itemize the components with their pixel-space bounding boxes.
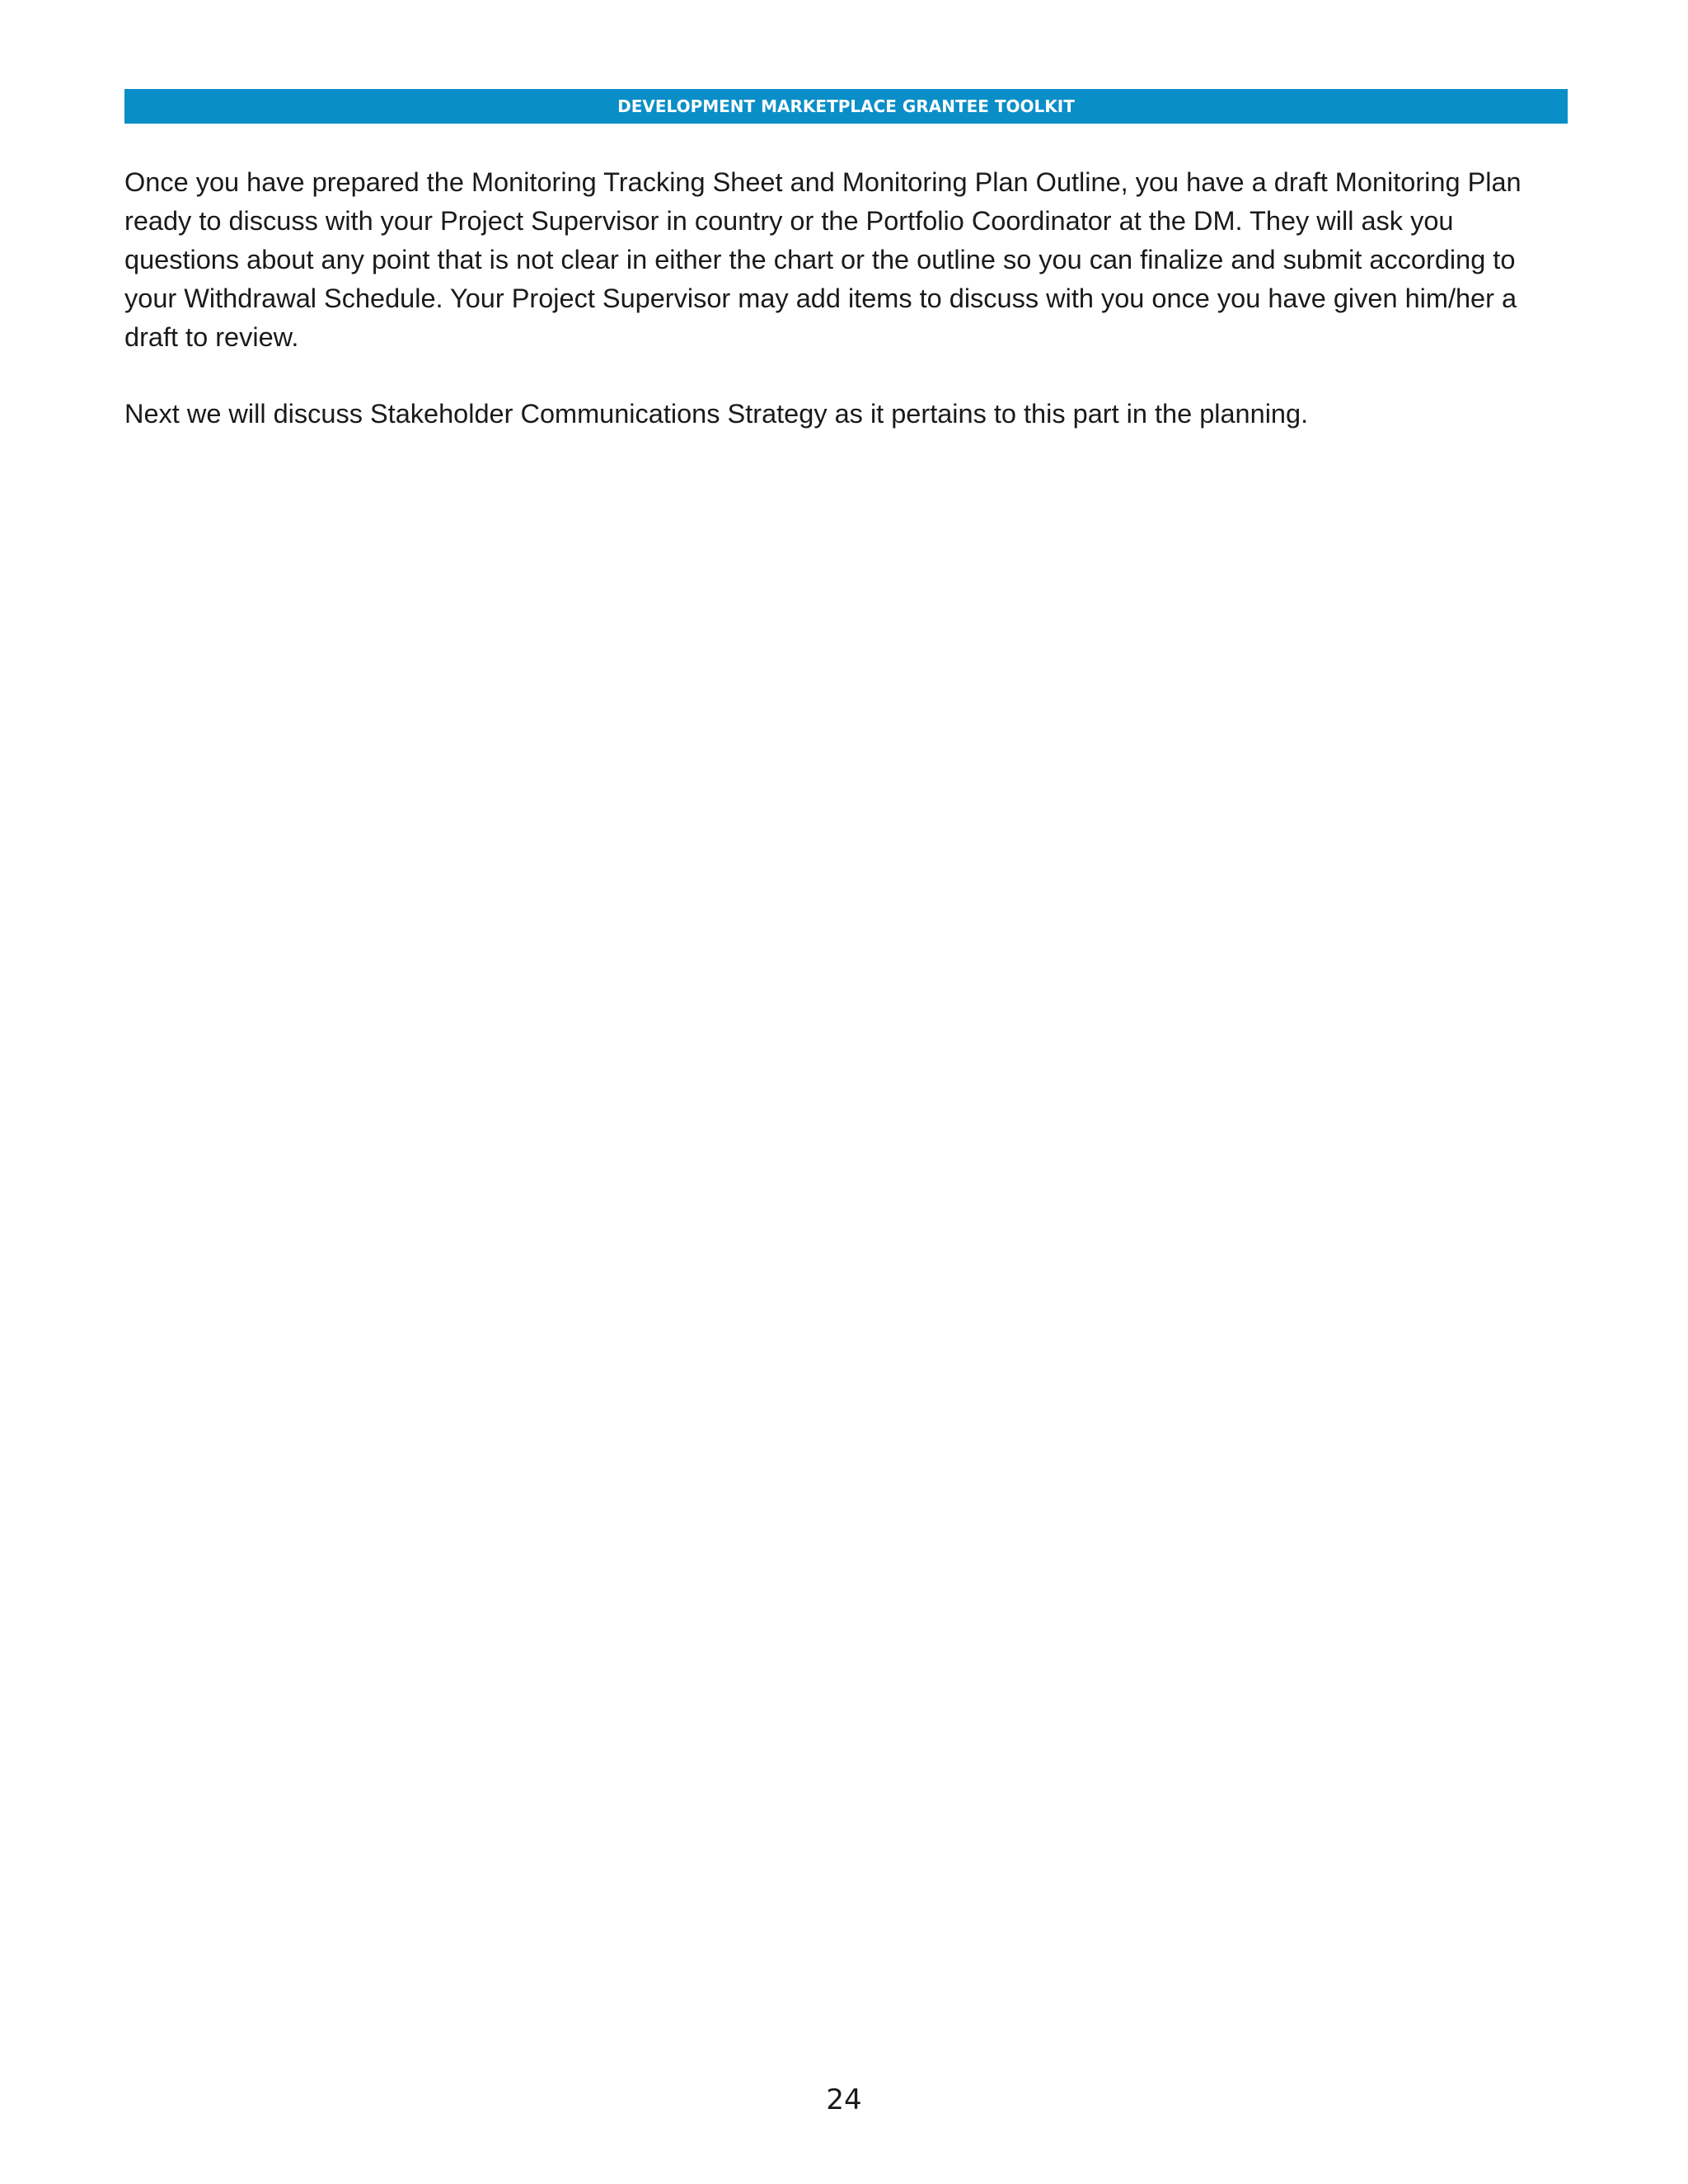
body-paragraph: Next we will discuss Stakeholder Communications Strategy as it pertains to this part in the planning. bbox=[124, 399, 1309, 429]
header-title: DEVELOPMENT MARKETPLACE GRANTEE TOOLKIT bbox=[617, 96, 1075, 116]
main-content bbox=[124, 163, 1568, 471]
body-paragraph: Once you have prepared the Monitoring Tracking Sheet and Monitoring Plan Outline, you have a draft Monitoring Plan ready to discuss with your Project Supervisor in country or the Portfolio Coordinator at the DM. They will ask you questions about any point that is not clear in either the chart or the outline so you can finalize and submit according to your Withdrawal Schedule. Your Project Supervisor may add items to discuss with you once you have given him/her a draft to review. bbox=[124, 167, 1522, 352]
page-number: 24 bbox=[826, 2083, 862, 2116]
header-bar bbox=[124, 89, 1568, 124]
